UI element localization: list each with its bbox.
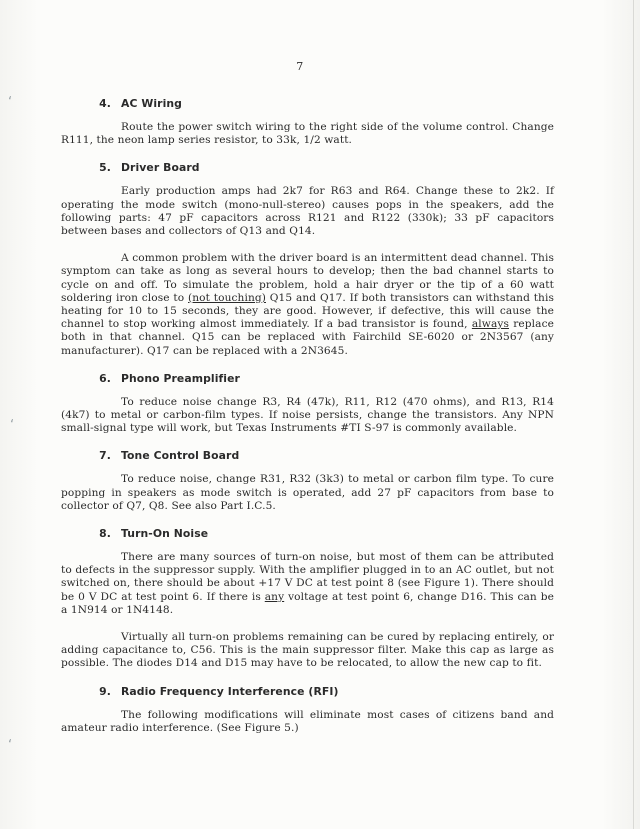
underlined-text: (not touching) [188, 291, 266, 304]
section-heading [61, 685, 554, 699]
underlined-text: always [471, 318, 509, 331]
page-edge [633, 0, 634, 829]
section-heading [61, 372, 554, 386]
paragraph [61, 631, 554, 671]
section-number: 4. [99, 97, 111, 110]
paragraph-text: Virtually all turn-on problems remaining can be cured by replacing entirely, or adding capacitance to, C56. This is the main suppressor filter. Make this cap as large as possible. The diodes D14 and D15 may have to be relocated, to allow the new cap to fit. [61, 631, 554, 670]
paragraph-text: The following modifications will eliminate most cases of citizens band and amateur radio interference. (See Figure 5.) [61, 708, 554, 734]
document-body [61, 97, 554, 749]
paragraph-text: Q15 and Q17. If both transistors can withstand this heating for 10 to 15 seconds, they are good. However, if defective, this will cause the channel to stop working almost immediately. If a bad transistor is found, [61, 291, 555, 331]
paragraph-text: There are many sources of turn-on noise, but most of them can be attributed to defects in the suppressor supply. With the amplifier plugged in to an AC outlet, but not switched on, there should be about +17 V DC at test point 8 (see Figure 1). There should be 0 V DC at test point 6. If there is [61, 551, 554, 603]
page-number: 7 [296, 60, 304, 73]
paragraph-text: A common problem with the driver board is an intermittent dead channel. This symptom can take as long as several hours to develop; then the bad channel starts to cycle on and off. To simulate the problem, hold a hair dryer or the tip of a 60 watt soldering iron close to [61, 252, 554, 304]
section-number: 8. [99, 527, 111, 541]
section-heading [61, 527, 554, 541]
section-title: Turn-On Noise [121, 527, 209, 541]
hole-punch-mark: ‘ [8, 738, 13, 753]
underlined-text: any [264, 590, 285, 603]
section-title: Driver Board [121, 161, 200, 175]
hole-punch-mark: ‘ [8, 95, 13, 110]
paragraph-text: replace both in that channel. Q15 can be replaced with Fairchild SE-6020 or 2N3567 (any manufacturer). Q17 can be replaced with a 2N3645. [61, 318, 554, 357]
section-heading [61, 161, 554, 175]
section-number: 5. [99, 161, 111, 175]
paragraph-text: Route the power switch wiring to the right side of the volume control. Change R111, the neon lamp series resistor, to 33k, 1/2 watt. [61, 121, 554, 147]
paragraph [61, 473, 554, 513]
section-title: Radio Frequency Interference (RFI) [121, 684, 339, 698]
paragraph [61, 396, 554, 436]
section-number: 7. [99, 449, 111, 463]
paragraph [61, 551, 554, 617]
paragraph-text: To reduce noise, change R31, R32 (3k3) to metal or carbon film type. To cure popping in speakers as mode switch is operated, add 27 pF capacitors from base to collector of Q7, Q8. See also Part I.C.5. [61, 473, 554, 512]
section-number: 6. [99, 371, 111, 385]
paragraph-text: voltage at test point 6, change D16. This can be a 1N914 or 1N4148. [61, 590, 554, 616]
paragraph [61, 185, 554, 238]
section-heading [61, 97, 554, 111]
section-title: Phono Preamplifier [121, 371, 240, 385]
section-title: Tone Control Board [121, 449, 240, 463]
paragraph-text: Early production amps had 2k7 for R63 and R64. Change these to 2k2. If operating the mode switch (mono-null-stereo) causes pops in the speakers, add the following parts: 47 pF capacitors across R121 and R122 (330k); 33 pF capacitors between bases and collectors of Q13 and Q14. [61, 185, 554, 238]
paragraph [61, 121, 554, 147]
hole-punch-mark: ‘ [10, 418, 15, 433]
section-heading [61, 449, 554, 463]
section-title: AC Wiring [121, 97, 182, 110]
section-number: 9. [99, 684, 111, 698]
paragraph [61, 709, 554, 735]
paragraph-text: To reduce noise change R3, R4 (47k), R11, R12 (470 ohms), and R13, R14 (4k7) to metal or carbon-film types. If noise persists, change the transistors. Any NPN small-signal type will work, but Texas Instruments #TI S-97 is commonly available. [61, 395, 554, 435]
paragraph [61, 252, 554, 358]
